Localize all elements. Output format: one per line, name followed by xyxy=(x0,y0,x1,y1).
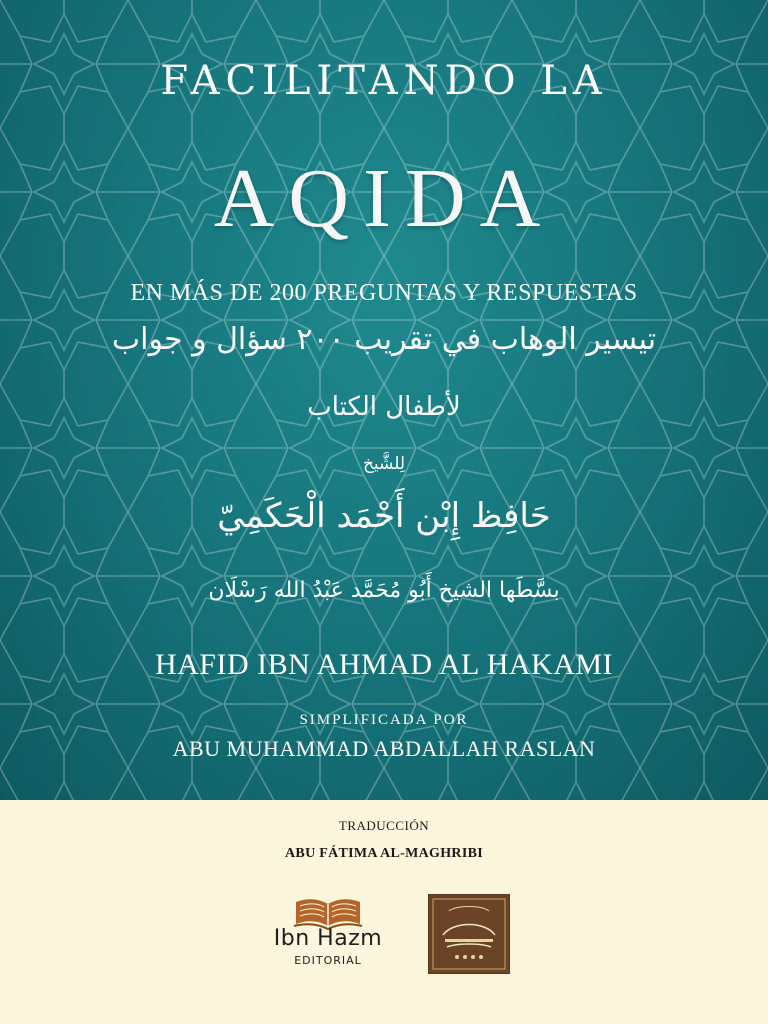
ibn-hazm-logo xyxy=(258,896,398,976)
arabic-author-name: حَافِظ إِبْن أَحْمَد الْحَكَمِيّ xyxy=(217,496,551,536)
title-line-2: AQIDA xyxy=(213,152,555,245)
ibn-hazm-name: Ibn Hazm xyxy=(273,926,383,951)
subtitle: EN MÁS DE 200 PREGUNTAS Y RESPUESTAS xyxy=(130,280,638,306)
cover-bottom-panel xyxy=(0,800,768,1024)
ibn-hazm-subtitle: EDITORIAL xyxy=(294,954,362,967)
arabic-title-line-2: لأطفال الكتاب xyxy=(307,392,461,422)
open-book-icon xyxy=(292,896,364,930)
conocimiento-islamico-icon xyxy=(429,895,509,973)
author-name: HAFID IBN AHMAD AL HAKAMI xyxy=(154,648,614,681)
simplified-by-label: SIMPLIFICADA POR xyxy=(299,712,469,728)
conocimiento-islamico-logo xyxy=(428,894,510,974)
arabic-by-label: لِلشَّيخ xyxy=(362,454,406,474)
translation-label: TRADUCCIÓN xyxy=(338,818,430,833)
translator-name: ABU FÁTIMA AL-MAGHRIBI xyxy=(285,846,483,861)
title-line-1: FACILITANDO LA xyxy=(160,58,608,104)
arabic-title-line-1: تيسير الوهاب في تقريب ٢٠٠ سؤال و جواب xyxy=(111,322,657,357)
arabic-simplified-by: بسَّطَها الشيخ أَبُو مُحَمَّد عَبْدُ الله رَسْلَان xyxy=(208,578,560,603)
simplifier-name: ABU MUHAMMAD ABDALLAH RASLAN xyxy=(172,736,596,761)
